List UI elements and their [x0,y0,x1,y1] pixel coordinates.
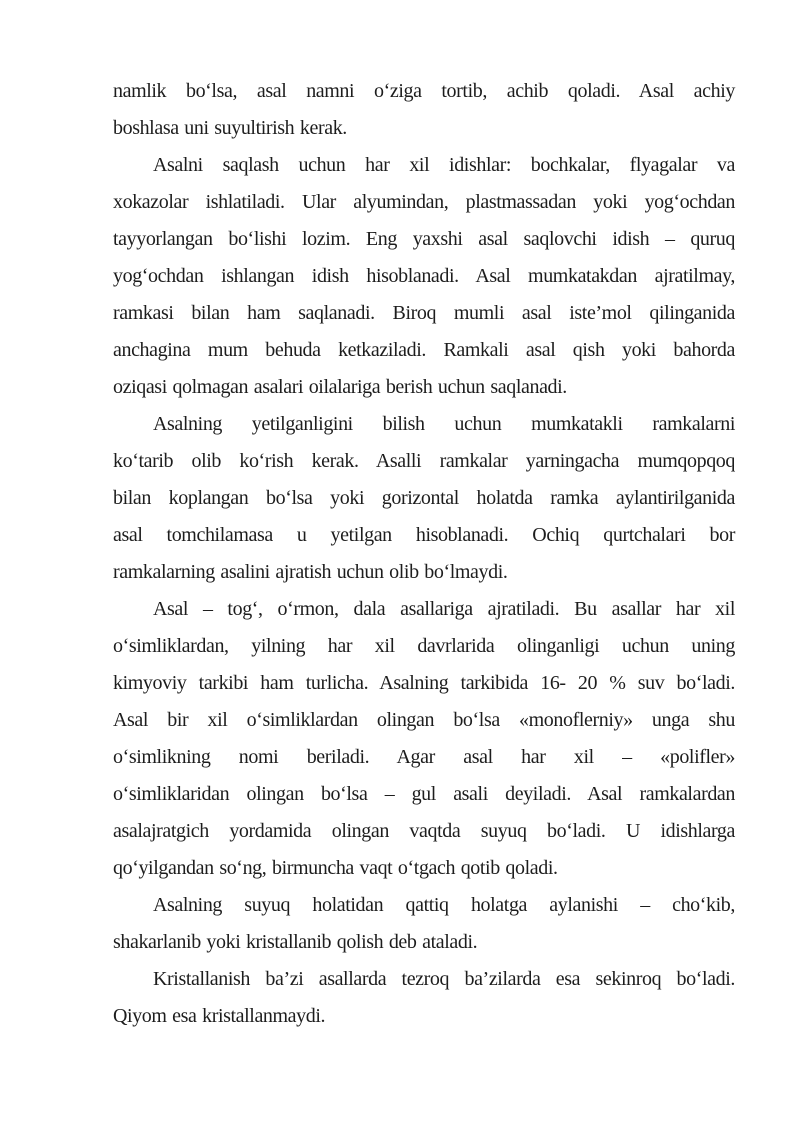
paragraph [113,961,735,1035]
text-line: tayyorlangan bo‘lishi lozim. Eng yaxshi asal saqlovchi idish – quruq [113,228,735,250]
text-line: yog‘ochdan ishlangan idish hisoblanadi. Asal mumkatakdan ajratilmay, [113,265,735,287]
text-line: o‘simliklardan, yilning har xil davrlarida olinganligi uchun uning [113,635,735,657]
text-line: qo‘yilgandan so‘ng, birmuncha vaqt o‘tgach qotib qoladi. [113,857,558,879]
text-line: o‘simlikning nomi beriladi. Agar asal har xil – «polifler» [113,746,735,768]
text-line: asalajratgich yordamida olingan vaqtda suyuq bo‘ladi. U idishlarga [113,820,735,842]
text-line: Asal – tog‘, o‘rmon, dala asallariga ajratiladi. Bu asallar har xil [153,598,735,620]
text-line: shakarlanib yoki kristallanib qolish deb ataladi. [113,931,478,953]
text-line: oziqasi qolmagan asalari oilalariga berish uchun saqlanadi. [113,376,567,398]
text-line: xokazolar ishlatiladi. Ular alyumindan, plastmassadan yoki yog‘ochdan [113,191,735,213]
text-line: anchagina mum behuda ketkaziladi. Ramkali asal qish yoki bahorda [113,339,735,361]
text-line: Qiyom esa kristallanmaydi. [113,1005,326,1027]
text-line: ramkalarning asalini ajratish uchun olib bo‘lmaydi. [113,561,508,583]
text-body [113,73,735,1035]
text-line: Asalning suyuq holatidan qattiq holatga aylanishi – cho‘kib, [153,894,735,916]
text-line: Asal bir xil o‘simliklardan olingan bo‘lsa «monoflerniy» unga shu [113,709,735,731]
paragraph [113,73,735,147]
text-line: Kristallanish ba’zi asallarda tezroq ba’zilarda esa sekinroq bo‘ladi. [153,968,735,990]
text-line: asal tomchilamasa u yetilgan hisoblanadi. Ochiq qurtchalari bor [113,524,735,546]
paragraph [113,406,735,591]
text-line: o‘simliklaridan olingan bo‘lsa – gul asali deyiladi. Asal ramkalardan [113,783,735,805]
text-line: Asalning yetilganligini bilish uchun mumkatakli ramkalarni [153,413,735,435]
text-line: ramkasi bilan ham saqlanadi. Biroq mumli asal iste’mol qilinganida [113,302,735,324]
text-line: bilan koplangan bo‘lsa yoki gorizontal holatda ramka aylantirilganida [113,487,735,509]
paragraph [113,887,735,961]
text-line: kimyoviy tarkibi ham turlicha. Asalning tarkibida 16- 20 % suv bo‘ladi. [113,672,735,694]
text-line: boshlasa uni suyultirish kerak. [113,117,347,139]
text-line: Asalni saqlash uchun har xil idishlar: bochkalar, flyagalar va [153,154,735,176]
text-line: namlik bo‘lsa, asal namni o‘ziga tortib, achib qoladi. Asal achiy [113,80,735,102]
paragraph [113,147,735,406]
paragraph [113,591,735,887]
text-line: ko‘tarib olib ko‘rish kerak. Asalli ramkalar yarningacha mumqopqoq [113,450,735,472]
